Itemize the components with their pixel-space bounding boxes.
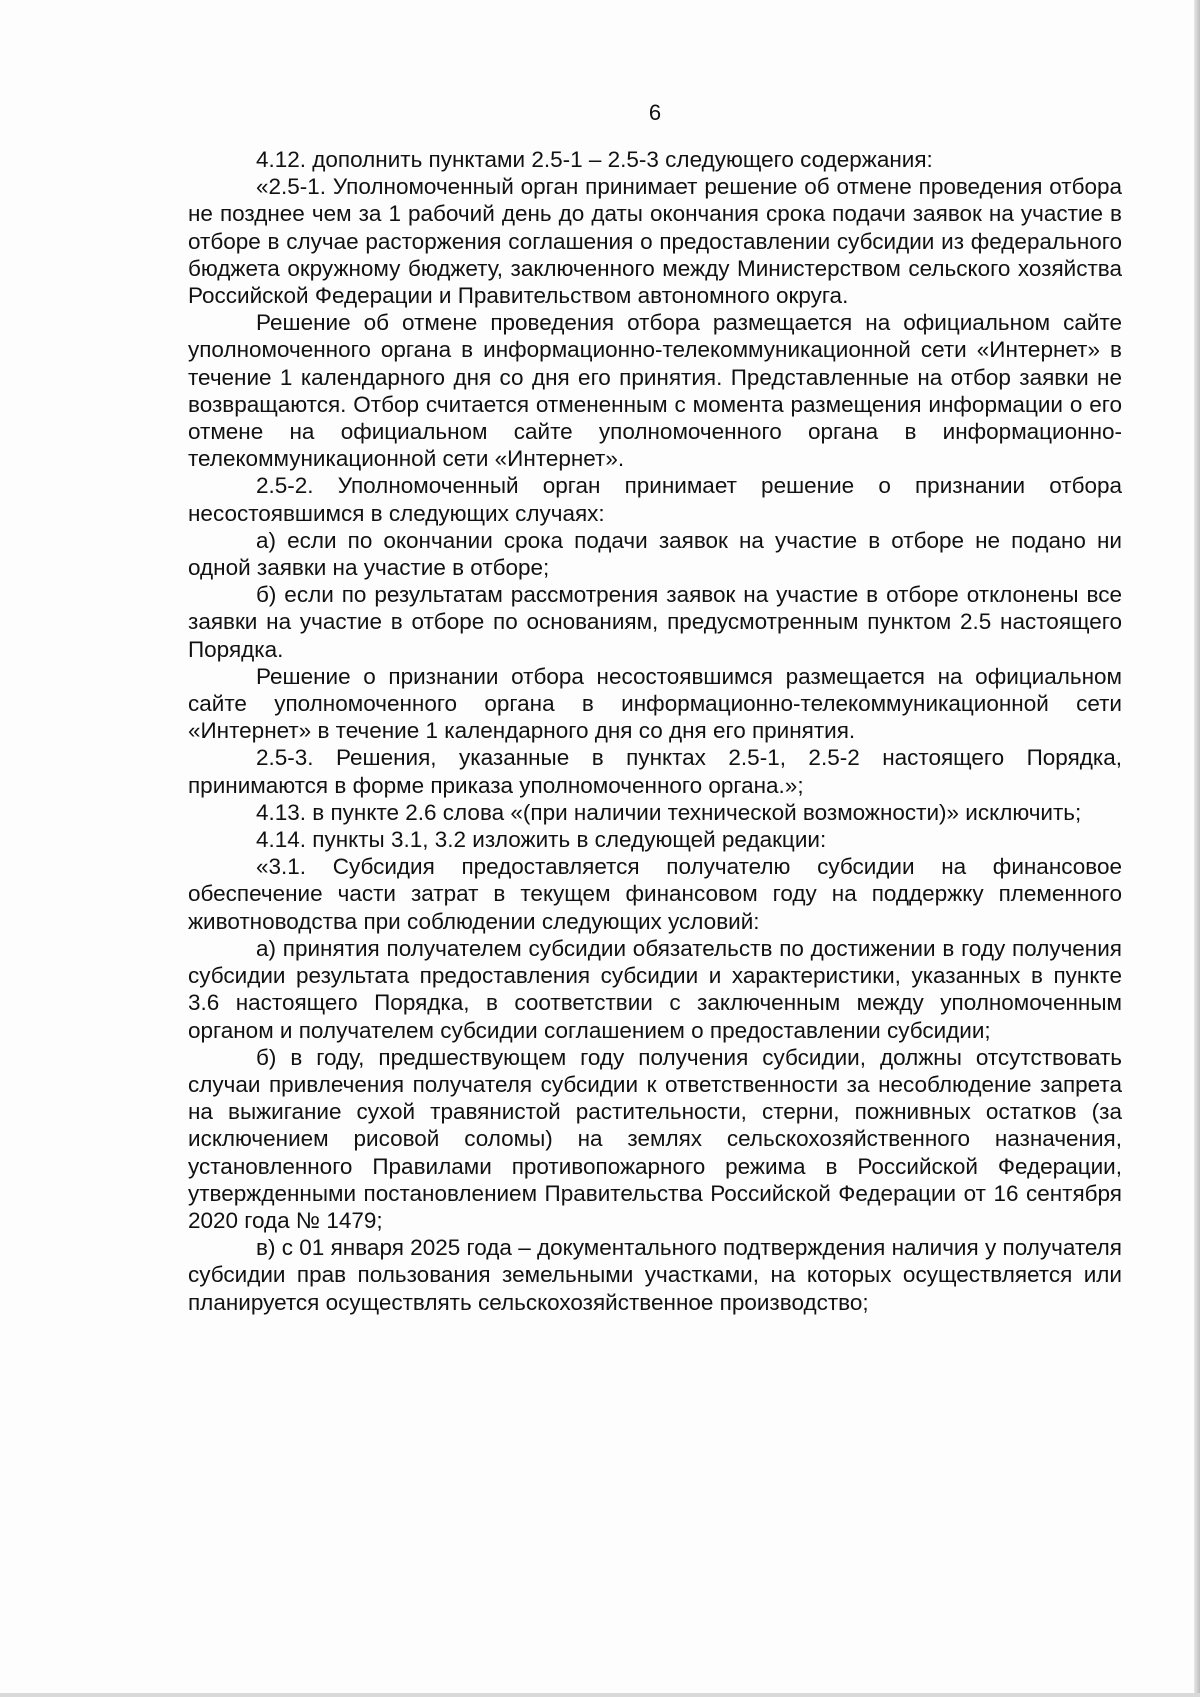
paragraph-failed-publication: Решение о признании отбора несостоявшимся размещается на официальном сайте уполномоченного органа в информационно-телекоммуникационной сети «Интернет» в течение 1 календарного дня со дня его принятия. (188, 663, 1122, 744)
paragraph-4-12: 4.12. дополнить пунктами 2.5-1 – 2.5-3 следующего содержания: (256, 147, 933, 172)
paragraph-3-1-a: а) принятия получателем субсидии обязательств по достижении в году получения субсидии результата предоставления субсидии и характеристики, указанных в пункте 3.6 настоящего Порядка, в соответствии с заключенным между уполномоченным органом и получателем субсидии соглашением о предоставлении субсидии; (188, 935, 1122, 1043)
paragraph-3-1-b: б) в году, предшествующем году получения субсидии, должны отсутствовать случаи привлечения получателя субсидии к ответственности за несоблюдение запрета на выжигание сухой травянистой растительности, стерни, пожнивных остатков (за исключением рисовой соломы) на землях сельскохозяйственного назначения, установленного Правилами противопожарного режима в Российской Федерации, утвержденными постановлением Правительства Российской Федерации от 16 сентября 2020 года № 1479; (188, 1044, 1122, 1233)
paragraph-3-1: «3.1. Субсидия предоставляется получателю субсидии на финансовое обеспечение части затрат в текущем финансовом году на поддержку племенного животноводства при соблюдении следующих условий: (188, 854, 1122, 934)
paragraph-3-1-v: в) с 01 января 2025 года – документального подтверждения наличия у получателя субсидии прав пользования земельными участками, на которых осуществляется или планируется осуществлять сельскохозяйственное производство; (188, 1235, 1122, 1315)
paragraph-4-14: 4.14. пункты 3.1, 3.2 изложить в следующей редакции: (256, 827, 827, 853)
paragraph-2-5-2-b: б) если по результатам рассмотрения заявок на участие в отборе отклонены все заявки на участие в отборе по основаниям, предусмотренным пунктом 2.5 настоящего Порядка. (188, 582, 1122, 662)
scan-edge-bottom (0, 1693, 1200, 1697)
document-body (188, 146, 1122, 1316)
paragraph-2-5-2: 2.5-2. Уполномоченный орган принимает решение о признании отбора несостоявшимся в следующих случаях: (188, 473, 1122, 526)
paragraph-2-5-2-a: а) если по окончании срока подачи заявок на участие в отборе не подано ни одной заявки на участие в отборе; (188, 527, 1122, 581)
paragraph-4-13: 4.13. в пункте 2.6 слова «(при наличии технической возможности)» исключить; (256, 799, 1082, 825)
paragraph-2-5-1: «2.5-1. Уполномоченный орган принимает решение об отмене проведения отбора не позднее чем за 1 рабочий день до даты окончания срока подачи заявок на участие в отборе в случае расторжения соглашения о предоставлении субсидии из федерального бюджета окружному бюджету, заключенного между Министерством сельского хозяйства Российской Федерации и Правительством автономного округа. (188, 174, 1122, 309)
page-number: 6 (648, 100, 662, 125)
paragraph-cancellation-publication: Решение об отмене проведения отбора размещается на официальном сайте уполномоченного органа в информационно-телекоммуникационной сети «Интернет» в течение 1 календарного дня со дня его принятия. Представленные на отбор заявки не возвращаются. Отбор считается отмененным с момента размещения информации о его отмене на официальном сайте уполномоченного органа в информационно-телекоммуникационной сети «Интернет». (188, 310, 1122, 472)
scan-edge-shadow (1194, 0, 1200, 1697)
paragraph-2-5-3: 2.5-3. Решения, указанные в пунктах 2.5-1, 2.5-2 настоящего Порядка, принимаются в форме приказа уполномоченного органа.»; (188, 745, 1122, 798)
